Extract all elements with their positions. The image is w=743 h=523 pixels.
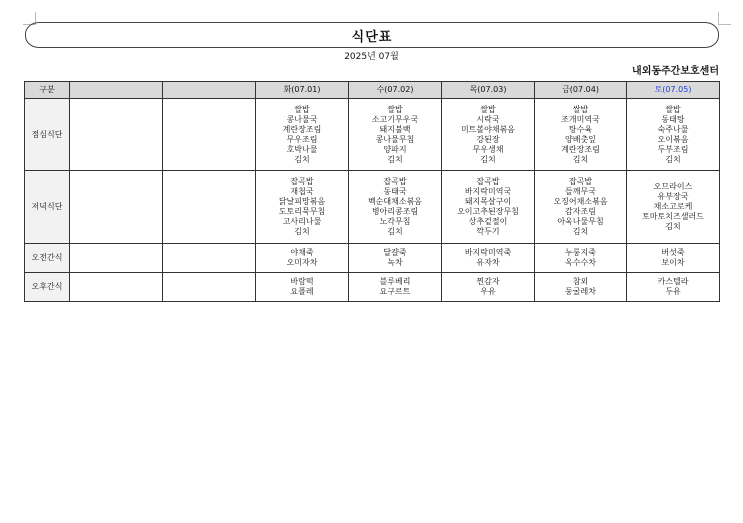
meal-cell: [442, 244, 535, 273]
menu-item: 잡곡밥: [476, 177, 500, 186]
menu-item: 유부장국: [657, 192, 689, 201]
menu-item: 두부조림: [657, 144, 689, 154]
table-row: [25, 171, 720, 244]
menu-item: 쌀밥: [572, 104, 589, 114]
empty-cell: [70, 244, 163, 273]
meal-cell: [535, 171, 627, 244]
menu-item: 벡순대채소볶음: [367, 197, 423, 206]
title-banner: [25, 22, 719, 48]
header-thu: 목(07.03): [442, 82, 535, 99]
menu-item: 누룽지죽: [565, 248, 596, 257]
header-tue: 화(07.01): [256, 82, 349, 99]
menu-item: 토마토치즈샐러드: [642, 212, 704, 221]
menu-item: 오므라이스: [653, 182, 693, 191]
meal-category-label: 오후간식: [25, 273, 70, 302]
meal-cell: [256, 99, 349, 171]
menu-item: 바지락미역죽: [464, 248, 512, 257]
menu-item: 옥수수차: [565, 258, 596, 267]
menu-item: 요구르트: [379, 287, 411, 296]
header-mon2: [163, 82, 256, 99]
table-row: [25, 244, 720, 273]
menu-item: 버섯죽: [661, 248, 685, 257]
header-fri: 금(07.04): [535, 82, 627, 99]
menu-item: 들깨무국: [565, 187, 596, 196]
table-row: [25, 273, 720, 302]
menu-item: 쌀밥: [387, 104, 403, 114]
menu-item: 깍두기: [476, 227, 500, 236]
meal-cell: [256, 171, 349, 244]
menu-item: 조개미역국: [561, 114, 600, 124]
menu-item: 요플레: [290, 287, 314, 296]
menu-item: 무우생채: [472, 144, 504, 154]
menu-item: 보이차: [661, 258, 685, 267]
empty-cell: [70, 171, 163, 244]
table-row: [25, 99, 720, 171]
meal-cell: [627, 273, 720, 302]
menu-item: 숙주나물: [657, 124, 689, 134]
menu-item: 아욱나물무침: [557, 217, 604, 226]
menu-item: 탕수육: [568, 124, 593, 134]
meal-cell: [627, 171, 720, 244]
menu-item: 동태탕: [661, 114, 685, 124]
menu-item: 오미자차: [286, 258, 318, 267]
menu-item: 동태국: [383, 187, 407, 196]
center-name: 내외동주간보호센터: [632, 66, 719, 77]
menu-item: 도토리묵무침: [278, 207, 326, 216]
menu-item: 김치: [294, 227, 310, 236]
menu-item: 바람떡: [290, 277, 314, 286]
menu-item: 김치: [665, 154, 681, 164]
menu-item: 야채죽: [290, 248, 314, 257]
meal-cell: [349, 99, 442, 171]
menu-item: 돼지목살구이: [464, 197, 512, 206]
menu-item: 쌀밥: [294, 104, 310, 114]
empty-cell: [163, 273, 256, 302]
empty-cell: [70, 273, 163, 302]
meal-category-label: 점심식단: [25, 99, 70, 171]
menu-item: 김치: [387, 154, 403, 164]
meal-cell: [256, 244, 349, 273]
menu-item: 두유: [665, 287, 681, 296]
menu-item: 김치: [387, 227, 403, 236]
menu-item: 김치: [572, 227, 589, 236]
menu-item: 소고기무우국: [371, 114, 419, 124]
menu-item: 김치: [665, 222, 681, 231]
menu-item: 콩나물무침: [375, 134, 415, 144]
menu-item: 상추겉절이: [468, 217, 508, 226]
menu-item: 양배춧잎: [565, 134, 596, 144]
meal-cell: [349, 273, 442, 302]
empty-cell: [163, 244, 256, 273]
menu-item: 고사리나물: [282, 217, 322, 226]
menu-item: 오징어채소볶음: [553, 197, 608, 206]
meal-cell: [627, 99, 720, 171]
menu-item: 쌀밥: [480, 104, 496, 114]
menu-item: 잡곡밥: [383, 177, 407, 186]
meal-cell: [349, 171, 442, 244]
menu-item: 시락국: [476, 114, 500, 124]
page-title: 식단표: [351, 29, 393, 45]
header-category: 구분: [25, 82, 70, 99]
menu-item: 둥굴레차: [565, 287, 596, 296]
empty-cell: [163, 171, 256, 244]
menu-item: 달걀죽: [383, 248, 407, 257]
menu-item: 오이볶음: [657, 134, 689, 144]
meal-category-label: 저녁식단: [25, 171, 70, 244]
meal-plan-table: [24, 81, 720, 302]
menu-item: 김치: [480, 154, 496, 164]
menu-item: 참외: [572, 277, 589, 286]
menu-item: 김치: [294, 154, 310, 164]
menu-item: 노각무침: [379, 217, 411, 226]
menu-item: 콩나물국: [286, 114, 318, 124]
menu-item: 강된장: [476, 134, 500, 144]
meal-cell: [627, 244, 720, 273]
menu-item: 계란장조림: [282, 124, 322, 134]
menu-item: 바지락미역국: [464, 187, 512, 196]
menu-item: 양파지: [383, 144, 407, 154]
menu-item: 채소고로케: [653, 202, 693, 211]
header-sat: 토(07.05): [627, 82, 720, 99]
menu-item: 돼지불백: [379, 124, 411, 134]
header-wed: 수(07.02): [349, 82, 442, 99]
header-row: [25, 82, 720, 99]
meal-cell: [442, 171, 535, 244]
menu-item: 재첩국: [290, 187, 314, 196]
menu-item: 호박나물: [286, 144, 318, 154]
menu-item: 찐감자: [476, 277, 500, 286]
header-mon: [70, 82, 163, 99]
menu-item: 쌀밥: [665, 104, 681, 114]
meal-cell: [442, 273, 535, 302]
menu-item: 닭날피망볶음: [278, 197, 326, 206]
meal-cell: [535, 273, 627, 302]
empty-cell: [70, 99, 163, 171]
menu-item: 감자조림: [565, 207, 596, 216]
meal-cell: [535, 99, 627, 171]
meal-cell: [442, 99, 535, 171]
menu-item: 잡곡밥: [290, 177, 314, 186]
meal-cell: [349, 244, 442, 273]
menu-item: 우유: [480, 287, 496, 296]
menu-item: 오이고추된장무침: [457, 207, 519, 216]
empty-cell: [163, 99, 256, 171]
menu-month: 2025년 07월: [344, 52, 399, 62]
menu-item: 녹차: [387, 258, 403, 267]
menu-item: 블루베리: [379, 277, 411, 286]
menu-item: 잡곡밥: [568, 177, 593, 186]
menu-item: 무우조림: [286, 134, 318, 144]
meal-cell: [256, 273, 349, 302]
menu-item: 유자차: [476, 258, 500, 267]
menu-item: 병아리콩조림: [371, 207, 419, 216]
menu-item: 카스텔라: [657, 277, 689, 286]
menu-item: 김치: [572, 154, 589, 164]
menu-item: 계란장조림: [561, 144, 600, 154]
meal-category-label: 오전간식: [25, 244, 70, 273]
meal-cell: [535, 244, 627, 273]
menu-item: 미트볼야채볶음: [460, 124, 516, 134]
page-corner-mark-right: [718, 12, 731, 25]
